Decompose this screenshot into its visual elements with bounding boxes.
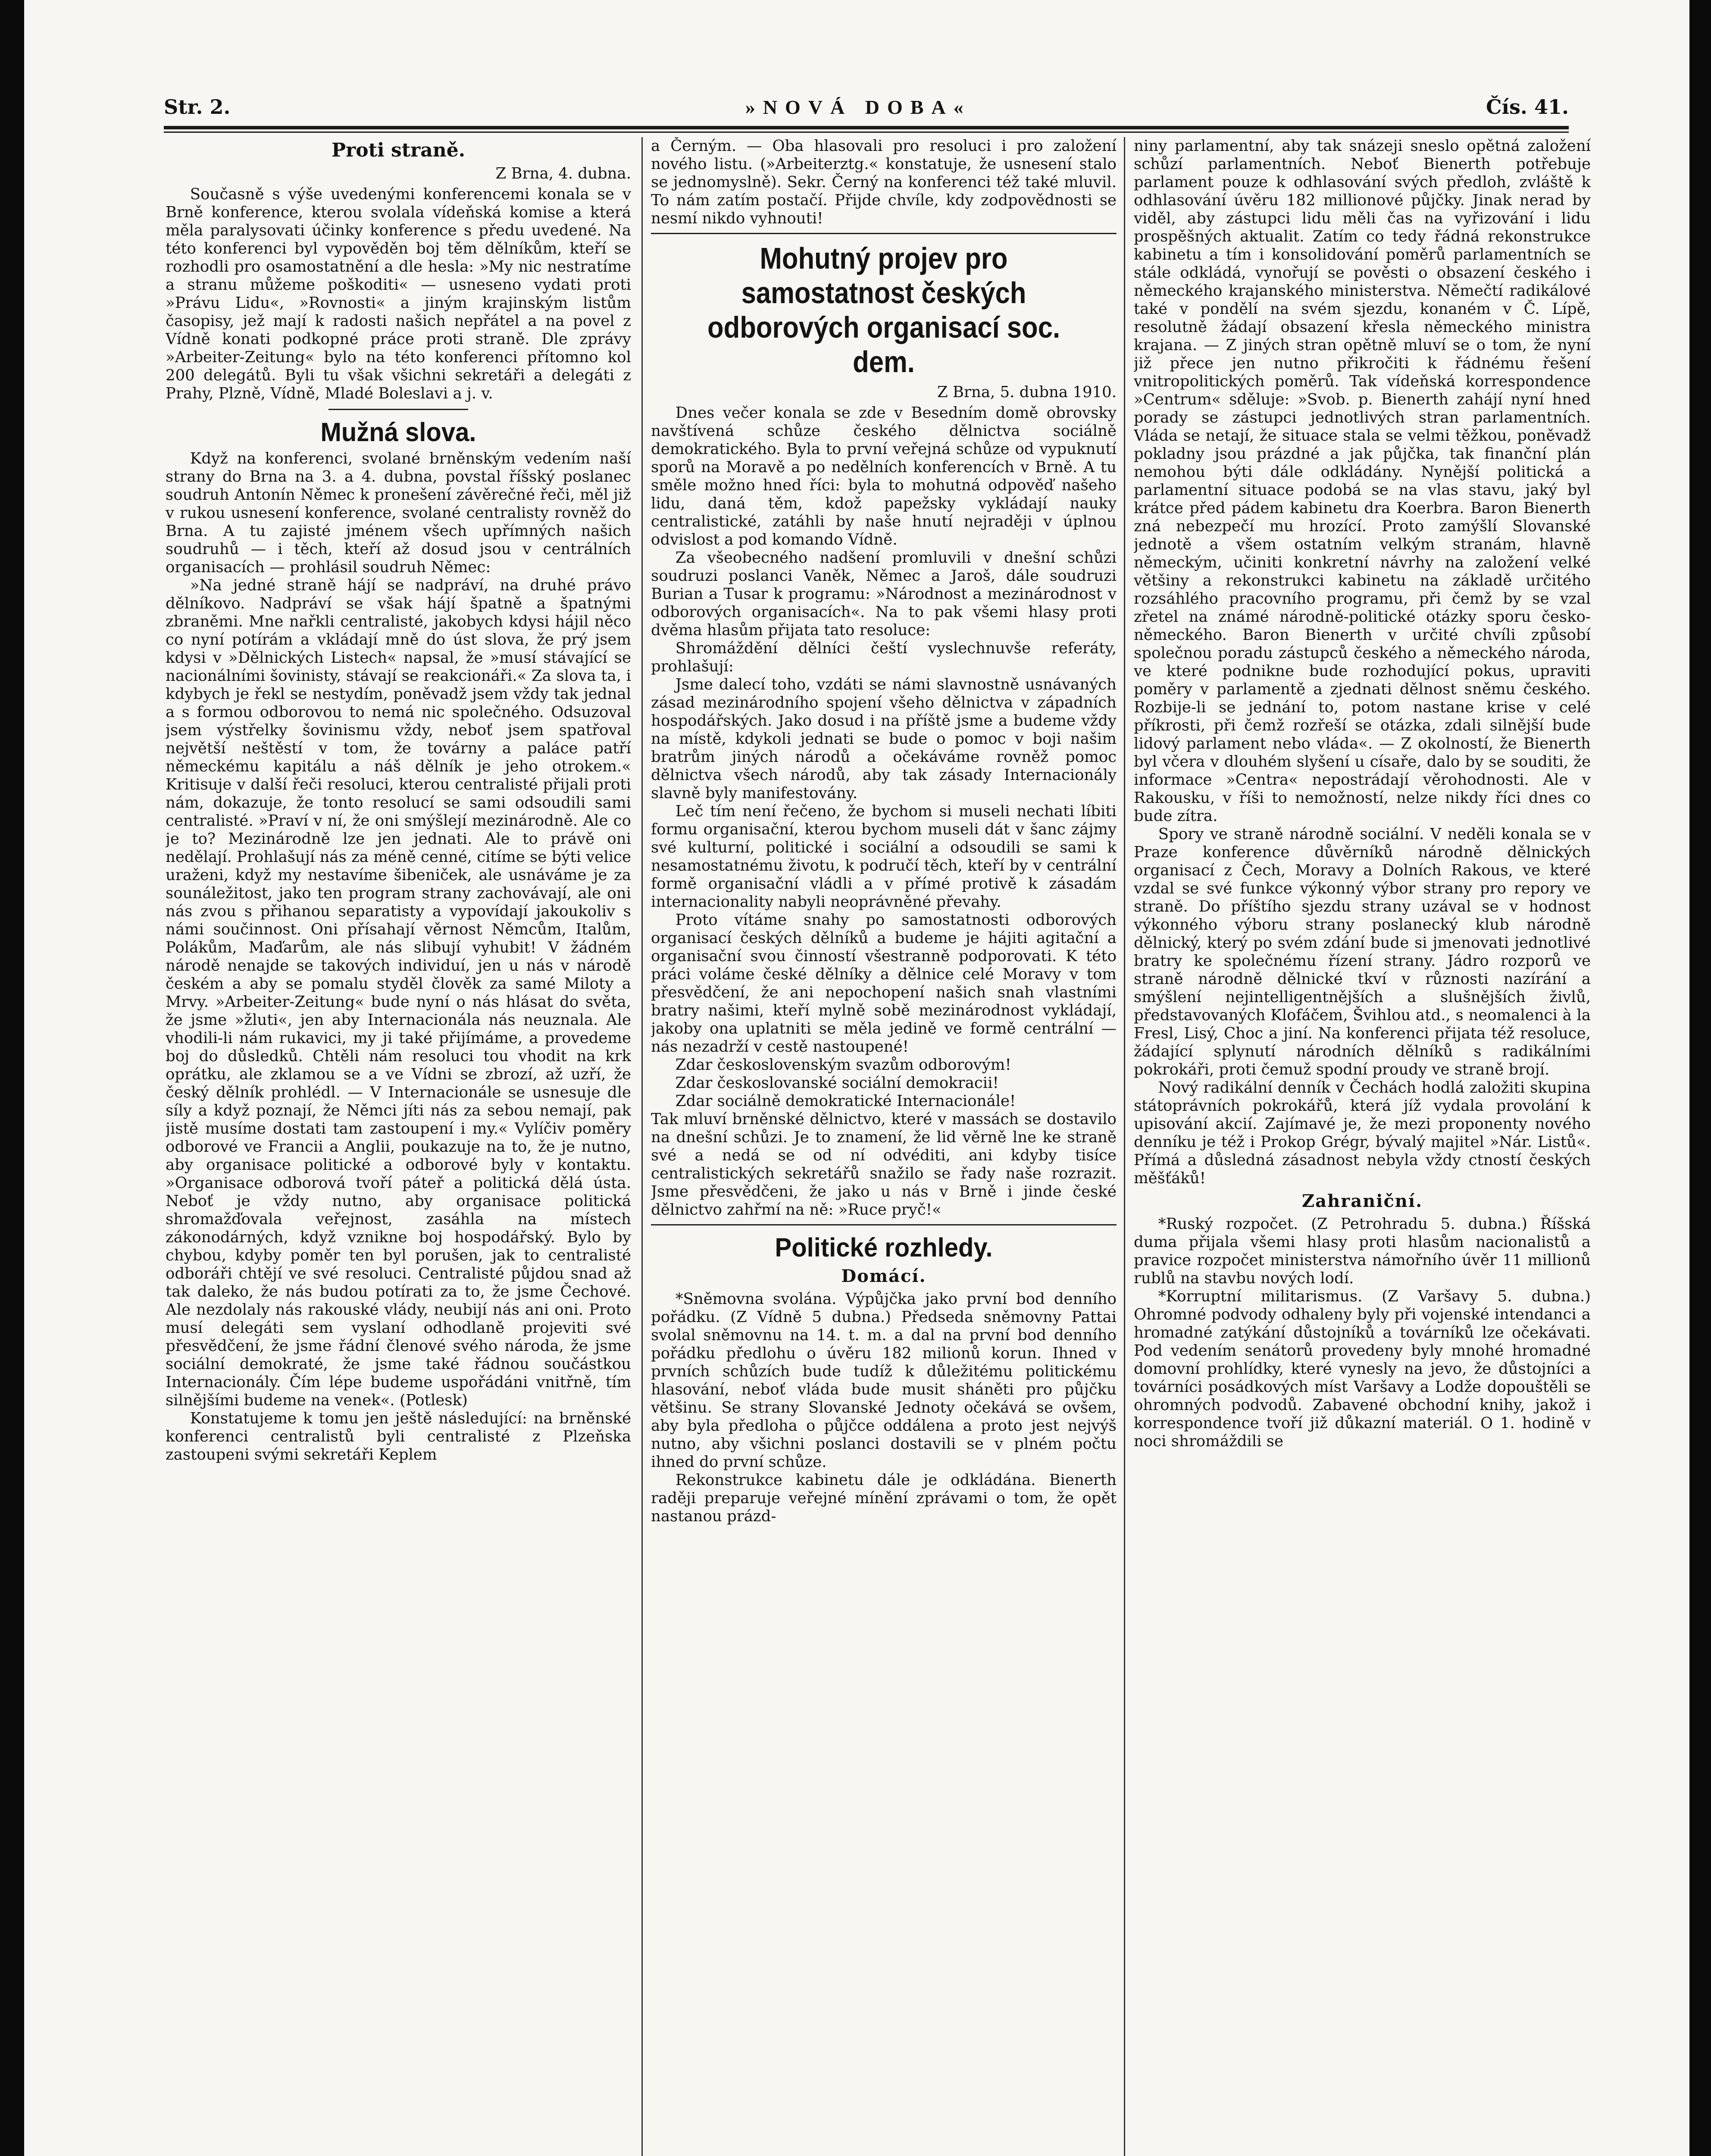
article-paragraph: Shromáždění dělníci čeští vyslechnuvše referáty, prohlašují: — [651, 639, 1117, 675]
separator — [651, 1224, 1117, 1225]
header-rule-thin — [164, 132, 1569, 133]
article-paragraph: *Korruptní militarismus. (Z Varšavy 5. dubna.) Ohromné podvody odhaleny byly při vojenské intendanci a hromadné zatýkání důstojníků a továrníků lze očekávati. Pod vedením senátorů provedeny byly mnohé hromadné domovní prohlídky, které vynesly na jevo, že důstojníci a továrníci posádkových míst Varšavy a Lodže dopouštěli se ohromných podvodů. Zabavené obchodní knihy, jakož i korrespondence tvoří již důkazní materiál. O 1. hodině v noci shromáždili se — [1134, 1288, 1591, 1450]
article-paragraph: »Na jedné straně hájí se nadpráví, na druhé právo dělníkovo. Nadpráví se však hájí špatně a špatnými zbraněmi. Mne nařkli centralisté, jakobych kdysi hájil něco co nyní potírám a vkládají mně do úst slova, že prý jsem kdysi v »Dělnických Listech« napsal, že »musí stávající se nacionálními šovinisty, stávají se reakcionáři.« Za slova ta, i kdybych je řekl se nestydím, poněvadž jsem vždy tak jednal a s formou odborovou to nemá nic společného. Odsuzoval jsem výstřelky šovinismu vždy, neboť jsem spatřoval největší neštěstí v tom, že továrny a paláce patří německému kapitálu a náš dělník je jeho otrokem.« Kritisuje v další řeči resoluci, kterou centralisté přijali proti nám, dokazuje, že tonto resolucí se sami odsoudili sami centralisté. »Praví v ní, že oni smýšlejí mezinárodně. Ale co je to? Mezinárodně lze jen jednati. Ale to právě oni nedělají. Prohlašují nás za méně cenné, citíme se býti velice uraženi, když my nestavíme šibeniček, ale usnáváme je za sounáležitost, jako ten program strany zachovávají, ale oni nás zvou s přihanou separatisty a vypovídají jakoukoliv s námi součinnost. Oni přísahají věrnost Němcům, Italům, Polákům, Maďarům, ale nás slibují vyhubit! V žádném národě nenajde se takových individuí, jen u nás v národě českém a aby se pomalu styděl člověk za samé Miloty a Mrvy. »Arbeiter-Zeitung« bude nyní o nás hlásat do světa, že jsme »žluti«, jen aby Internacionála nás neuznala. Ale vhodili-li nám rukavici, my ji také přijímáme, a provedeme boj do důsledků. Chtěli nám resoluci tou vhodit na krk oprátku, ale zklamou se a ve Vídni se zbrozí, až uzří, že český dělník prohlédl. — V Internacionále se usnesuje dle síly a když poznají, že Němci jíti nás za sebou nemají, pak jistě musíme dostati tam zastoupení i my.« Vylíčiv poměry odborové ve Francii a Anglii, poukazuje na to, že je nutno, aby organisace politické a odborové byly v kontaktu. »Organisace odborová tvoří páteř a politická dělá ústa. Neboť je vždy nutno, aby organisace politická shromažďovala veřejnost, zasáhla na místech zákonodárných, když vznikne boj hospodářský. Bylo by chybou, kdyby poměr ten byl porušen, jak to centralisté odboráři chtějí ve své resoluci. Centralisté půjdou snad až tak daleko, že nás budou potírati za to, že jsme Čechové. Ale nezdolaly nás rakouské vlády, neubijí nás ani oni. Proto musí delegáti sem vyslaní odhodlaně projeviti své přesvědčení, že jsme řádní členové svého národa, že jsme sociální demokraté, že jsme také řádnou součástkou Internacionály. Čím lépe budeme uspořádáni vnitřně, tím silnějšími budeme na venek«. (Potlesk) — [166, 577, 631, 1409]
subsection-heading-domaci: Domácí. — [841, 1266, 926, 1286]
dateline: Z Brna, 4. dubna. — [495, 165, 631, 182]
issue-number: Čís. 41. — [1486, 95, 1569, 119]
article-paragraph: Spory ve straně národně sociální. V neděli konala se v Praze konference důvěrníků národně dělnických organisací z Čech, Moravy a Dolních Rakous, ve které vzdal se své funkce výkonný výbor strany pro repory ve straně. Do příštího sjezdu strany uzával se v hodnost výkonného výboru strany poslanecký klub národně dělnický, který po svém zdání bude si jmenovati jednotlivé bratry ke společnému řízení strany. Jádro rozporů ve straně národně dělnické tkví v různosti nazírání a smýšlení nejintelligentnějších a slušnějších živlů, představovaných Klofáčem, Švihlou atd., s neomalenci à la Fresl, Lisý, Choc a jiní. Na konferenci přijata též resoluce, žádající splynutí národních dělníků s radikálními pokrokáři, proti čemuž spodní proudy ve straně brojí. — [1134, 825, 1591, 1078]
article-paragraph: *Sněmovna svolána. Výpůjčka jako první bod denního pořádku. (Z Vídně 5 dubna.) Předseda sněmovny Pattai svolal sněmovnu na 14. t. m. a dal na první bod denního pořádku předlohu o úvěru 182 milionů korun. Ihned v prvních schůzích bude tudíž k důležitému politickému hlasování, neboť vláda bude musit sháněti pro půjčku většinu. Se strany Slovanské Jednoty očekává se ovšem, aby byla předloha o půjčce oddálena a proto jest nejvýš nutno, aby všichni poslanci dostavili se v plném počtu ihned do první schůze. — [651, 1290, 1117, 1471]
article-paragraph: a Černým. — Oba hlasovali pro resoluci i pro založení nového listu. (»Arbeiterztg.« konstatuje, že usnesení stalo se jednomyslně). Sekr. Černý na konferenci též také mluvil. To nám zatím postačí. Přijde chvíle, kdy zodpovědnosti se nesmí nikdo vyhnouti! — [651, 137, 1117, 227]
section-heading-politicke-rozhledy: Politické rozhledy. — [775, 1233, 993, 1263]
scan-edge-left — [0, 0, 24, 2156]
article-paragraph: Proto vítáme snahy po samostatnosti odborových organisací českých dělníků a budeme je hájiti agitační a organisační svou činností všestranně podporovati. K této práci voláme české dělníky a dělnice celé Moravy v tom přesvědčení, že ani nepochopení našich snah vlastními bratry našimi, kteří mylně sobě mezinárodnost vykládají, jakoby ona uplatniti se měla jedině ve formě centrální — nás nezadrží v cestě nastoupené! — [651, 911, 1117, 1056]
article-paragraph: Tak mluví brněnské dělnictvo, které v massách se dostavilo na dnešní schůzi. Je to znamení, že lid věrně lne ke straně své a nedá se od ní odvéditi, ani kdyby tisíce centralistických sekretářů snažilo se řady naše rozrazit. Jsme přesvědčeni, že jako u nás v Brně i jinde české dělnictvo zahřmí na ně: »Ruce pryč!« — [651, 1110, 1117, 1219]
slogan-line: Zdar českoslovanské sociální demokracii! — [675, 1074, 999, 1092]
article-heading-mohutny-projev: Mohutný projev pro samostatnost českých odborových organisací soc. dem. — [707, 241, 1060, 379]
article-paragraph: *Ruský rozpočet. (Z Petrohradu 5. dubna.) Říšská duma přijala všemi hlasy proti hlasům nacionalistů a pravice rozpočet ministerstva námořního úvěr 11 millionů rublů na stavbu nových lodí. — [1134, 1215, 1591, 1287]
column-2 — [651, 137, 1117, 2156]
article-heading-muzna-slova: Mužná slova. — [320, 417, 476, 447]
article-paragraph: Konstatujeme k tomu jen ještě následující: na brněnské konferenci centralistů byli centralisté z Plzeňska zastoupeni svými sekretáři Keplem — [166, 1410, 631, 1463]
column-divider-1 — [641, 137, 643, 2156]
slogan-line: Zdar sociálně demokratické Internacionále! — [675, 1092, 1016, 1110]
article-paragraph: Když na konferenci, svolané brněnským vedením naší strany do Brna na 3. a 4. dubna, povstal říšský poslanec soudruh Antonín Němec k pronešení závěrečné řeči, měl již v rukou usnesení konference, svolané centralisty rovněž do Brna. A tu zajisté jménem všech upřímných našich soudruhů — i těch, kteří až dosud jsou v centrálních organisacích — prohlásil soudruh Němec: — [166, 450, 631, 576]
article-paragraph: niny parlamentní, aby tak snázeji sneslo opětná založení schůzí parlamentních. Neboť Bienerth potřebuje parlament pouze k odhlasování svých předloh, zvláště k odhlasování úvěru 182 millionové půjčky. Jinak nerad by viděl, aby zástupci lidu měli čas na vyřizování i lidu prospěšných aktualit. Zatím co tedy řádná rekonstrukce kabinetu a tím i konsolidování poměrů parlamentních se stále odkládá, vynořují se pověsti o obsazení českého i německého krajanského ministerstva. Němečtí radikálové také v pondělí na svém sjezdu, konaném v Č. Lípě, resolutně žádají obsazení křesla německého ministra krajana. — Z jiných stran opětně mluví se o tom, že nyní již přece jen nutno přikročiti k řádnému řešení vnitropolitických poměrů. Tak vídeňská korrespondence »Centrum« sděluje: »Svob. p. Bienerth zahájí nyní hned porady se zástupci jednotlivých stran parlamentních. Vláda se netají, že situace stala se velmi těžkou, poněvadž pokladny jsou prázdné a jak půjčka, tak finanční plán nemohou býti dále odkládány. Nynější politická a parlamentní situace podobá se na vlas stavu, jaký byl krátce před pádem kabinetu dra Koerbra. Baron Bienerth zná nebezpečí mu hrozící. Proto zamýšlí Slovanské jednotě a všem ostatním velkým stranám, hlavně německým, učiniti konkretní návrhy na založení velké většiny a rekonstrukci kabinetu na základě určitého rozsáhlého pracovního programu, při čemž by se vzal zřetel na známé národně-politické otázky sporu česko-německého. Baron Bienerth v určité chvíli způsobí společnou poradu zástupců českého a německého národa, ve které podnikne bude rozhodující pokus, upraviti poměry v parlamentě a zjednati dělnost sněmu českého. Rozbije-li se jednání to, potom nastane krise v celé příkrosti, při čemž rozřeší se otázka, zdali silnější bude lidový parlament nebo vláda«. — Z okolností, že Bienerth byl včera v dlouhém slyšení u císaře, dalo by se souditi, že informace »Centra« nepostrádají věrohodnosti. Ale v Rakousku, v říši to nemožností, nelze nikdy říci dnes co bude zítra. — [1134, 137, 1591, 825]
column-divider-2 — [1124, 137, 1125, 2156]
scan-edge-right — [1689, 0, 1711, 2156]
header-rule — [164, 126, 1569, 129]
separator — [651, 233, 1117, 234]
article-paragraph: Současně s výše uvedenými konferencemi konala se v Brně konference, kterou svolala vídeňská komise a která měla paralysovati účinky konference s předu uvedené. Na této konferenci byl vypověděn boj těm dělníkům, kteří se rozhodli pro osamostatnění a dle hesla: »My nic nestratíme a stranu můžeme poškoditi« — usneseno vydati proti »Právu Lidu«, »Rovnosti« a jiným krajinským listům časopisy, jež mají k radosti našich nepřátel a na povel z Vídně konati podkopné práce proti straně. Dle zprávy »Arbeiter-Zeitung« bylo na této konferenci přítomno kol 200 delegátů. Byli tu však všichni sekretáři a delegáti z Prahy, Plzně, Vídně, Mladé Boleslavi a j. v. — [166, 185, 631, 402]
separator — [328, 409, 468, 410]
article-paragraph: Leč tím není řečeno, že bychom si museli nechati líbiti formu organisační, kterou bychom museli dát v šanc zájmy své kulturní, politické i sociální a odsoudili se sami k nesamostatnému životu, k područí těch, kteří by v centrální formě organisační vládli a v přímé protivě k zásadám internacionality nabyli neoprávněné převahy. — [651, 802, 1117, 911]
page-header — [164, 88, 1569, 119]
article-paragraph: Dnes večer konala se zde v Besedním domě obrovsky navštívená schůze českého dělnictva sociálně demokratického. Byla to první veřejná schůze od vypuknutí sporů na Moravě a po nedělních konferencích v Brně. A tu směle možno hned říci: byla to mohutná odpověď našeho lidu, daná těm, kdož papežsky vykládají nauky centralistické, zatáhli by naše hnutí nejraději v úplnou odvislost a pod komando Vídně. — [651, 404, 1117, 548]
slogan-line: Zdar československým svazům odborovým! — [675, 1056, 1011, 1074]
article-paragraph: Nový radikální denník v Čechách hodlá založiti skupina státoprávních pokrokářů, která jíž vydala provolání k upisování akcií. Zajímavé je, že mezi proponenty nového denníku je též i Prokop Grégr, bývalý majitel »Nár. Listů«. Přímá a důsledná zásadnost nebyla vždy ctností českých měšťáků! — [1134, 1079, 1591, 1187]
masthead-title: »NOVÁ DOBA« — [745, 96, 971, 118]
column-1 — [166, 137, 631, 2156]
article-paragraph: Jsme dalecí toho, vzdáti se námi slavnostně usnávaných zásad mezinárodního spojení všeho dělnictva v západních hospodářských. Jako dosud i na příště jsme a budeme vždy na místě, kdykoli jednati se bude o pomoc v boji našim bratrům jiných národů a očekáváme rovněž pomoc dělnictva všech národů, aby tak zásady Internacionály slavně byly manifestovány. — [651, 676, 1117, 802]
article-paragraph: Rekonstrukce kabinetu dále je odkládána. Bienerth raději preparuje veřejné mínění zprávami o tom, že opět nastanou prázd- — [651, 1471, 1117, 1525]
subsection-heading-zahranicni: Zahraniční. — [1301, 1191, 1423, 1211]
page-number: Str. 2. — [164, 95, 231, 119]
article-heading-proti-strane: Proti straně. — [331, 139, 466, 161]
column-3 — [1134, 137, 1591, 2156]
dateline: Z Brna, 5. dubna 1910. — [937, 383, 1117, 401]
article-paragraph: Za všeobecného nadšení promluvili v dnešní schůzi soudruzi poslanci Vaněk, Němec a Jaroš, dále soudruzi Burian a Tusar k programu: »Národnost a mezinárodnost v odborových organisacích«. Na to pak všemi hlasy proti dvěma hlasům přijata tato resoluce: — [651, 549, 1117, 639]
